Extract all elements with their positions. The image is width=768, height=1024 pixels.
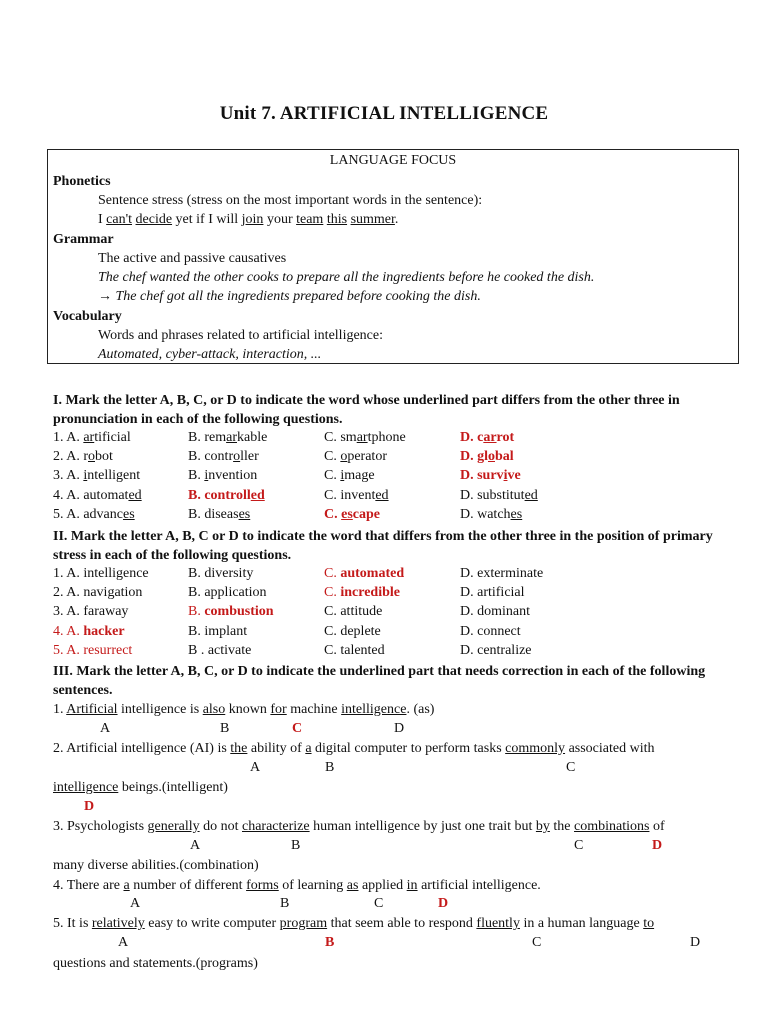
option-a: 2. A. robot	[53, 449, 113, 464]
option-d: D. substituted	[460, 488, 538, 503]
option-d: D. exterminate	[460, 566, 544, 581]
part3-sentence-3-cont: many diverse abilities.(combination)	[53, 858, 259, 873]
option-b-answer: B. controlled	[188, 488, 265, 503]
part3-sentence-1: 1. Artificial intelligence is also known for machine intelligence. (as)	[53, 702, 435, 717]
s2-letter-d-answer: D	[84, 799, 95, 814]
grammar-example-passive: → The chef got all the ingredients prepared before cooking the dish.	[98, 289, 481, 304]
s4-letter-d-answer: D	[438, 896, 449, 911]
grammar-label: Grammar	[53, 232, 114, 247]
s3-letter-b: B	[291, 838, 301, 853]
phonetics-label: Phonetics	[53, 174, 111, 189]
option-d: D. centralize	[460, 643, 532, 658]
option-a: 3. A. faraway	[53, 604, 129, 619]
part3-sentence-5-cont: questions and statements.(programs)	[53, 956, 258, 971]
s4-letter-c: C	[374, 896, 384, 911]
s1-letter-b: B	[220, 721, 230, 736]
part3-sentence-2-cont: intelligence beings.(intelligent)	[53, 780, 228, 795]
option-c: C. operator	[324, 449, 387, 464]
option-d: D. artificial	[460, 585, 525, 600]
phonetics-description: Sentence stress (stress on the most important words in the sentence):	[98, 193, 483, 208]
option-b: B. controller	[188, 449, 259, 464]
part3-sentence-4: 4. There are a number of different forms of learning as applied in artificial intelligence.	[53, 878, 541, 893]
s2-letter-c: C	[566, 760, 576, 775]
option-a-answer: 5. A. resurrect	[53, 643, 133, 658]
option-c-answer: C. automated	[324, 566, 405, 581]
option-c: C. talented	[324, 643, 385, 658]
part2-instruction: II. Mark the letter A, B, C or D to indicate the word that differs from the other three in the position of primary stress in each of the following questions.	[53, 529, 713, 563]
page-title: Unit 7. ARTIFICIAL INTELLIGENCE	[219, 103, 549, 124]
s4-letter-a: A	[130, 896, 141, 911]
option-d-answer: D. global	[460, 449, 514, 464]
option-b: B. diversity	[188, 566, 254, 581]
s1-letter-c-answer: C	[292, 721, 303, 736]
s2-letter-b: B	[325, 760, 335, 775]
s2-letter-a: A	[250, 760, 261, 775]
vocabulary-description: Words and phrases related to artificial intelligence:	[98, 328, 383, 343]
option-c-answer: C. incredible	[324, 585, 400, 600]
option-a: 2. A. navigation	[53, 585, 143, 600]
part3-sentence-2: 2. Artificial intelligence (AI) is the ability of a digital computer to perform tasks commonly associated with	[53, 741, 655, 756]
option-d-answer: D. carrot	[460, 430, 515, 445]
part1-instruction: I. Mark the letter A, B, C, or D to indicate the word whose underlined part differs from the other three in pronunciation in each of the following questions.	[53, 393, 680, 427]
part3-sentence-3: 3. Psychologists generally do not characterize human intelligence by just one trait but by the combinations of	[53, 819, 665, 834]
option-a: 3. A. intelligent	[53, 468, 141, 483]
option-b: B. invention	[188, 468, 258, 483]
option-a: 5. A. advances	[53, 507, 135, 522]
s4-letter-b: B	[280, 896, 290, 911]
s3-letter-d-answer: D	[652, 838, 663, 853]
option-b: B. application	[188, 585, 267, 600]
part3-sentence-5: 5. It is relatively easy to write computer program that seem able to respond fluently in a human language to	[53, 916, 655, 931]
option-c: C. deplete	[324, 624, 381, 639]
s1-letter-a: A	[100, 721, 111, 736]
language-focus-heading: LANGUAGE FOCUS	[329, 153, 457, 168]
s1-letter-d: D	[394, 721, 405, 736]
s5-letter-a: A	[118, 935, 129, 950]
option-c: C. image	[324, 468, 375, 483]
part3-instruction: III. Mark the letter A, B, C, or D to indicate the underlined part that needs correction in each of the following sentences.	[53, 664, 706, 698]
option-a: 1. A. intelligence	[53, 566, 149, 581]
option-d: D. watches	[460, 507, 523, 522]
option-c-answer: C. escape	[324, 507, 381, 522]
option-b-answer: B. combustion	[188, 604, 274, 619]
phonetics-example: I can't decide yet if I will join your team this summer.	[98, 212, 399, 227]
vocabulary-example: Automated, cyber-attack, interaction, ...	[98, 347, 322, 362]
option-b: B. remarkable	[188, 430, 268, 445]
s5-letter-d: D	[690, 935, 701, 950]
option-d: D. connect	[460, 624, 521, 639]
option-d-answer: D. survive	[460, 468, 521, 483]
option-c: C. invented	[324, 488, 389, 503]
option-a-answer: 4. A. hacker	[53, 624, 125, 639]
option-b: B. implant	[188, 624, 248, 639]
grammar-example-active: The chef wanted the other cooks to prepare all the ingredients before he cooked the dish.	[98, 270, 595, 285]
option-a: 4. A. automated	[53, 488, 142, 503]
option-c: C. attitude	[324, 604, 383, 619]
option-b: B. diseases	[188, 507, 251, 522]
option-c: C. smartphone	[324, 430, 406, 445]
option-d: D. dominant	[460, 604, 530, 619]
grammar-description: The active and passive causatives	[98, 251, 287, 266]
s5-letter-c: C	[532, 935, 542, 950]
s5-letter-b-answer: B	[325, 935, 335, 950]
vocabulary-label: Vocabulary	[53, 309, 122, 324]
option-b: B . activate	[188, 643, 252, 658]
s3-letter-c: C	[574, 838, 584, 853]
option-a: 1. A. artificial	[53, 430, 131, 445]
s3-letter-a: A	[190, 838, 201, 853]
